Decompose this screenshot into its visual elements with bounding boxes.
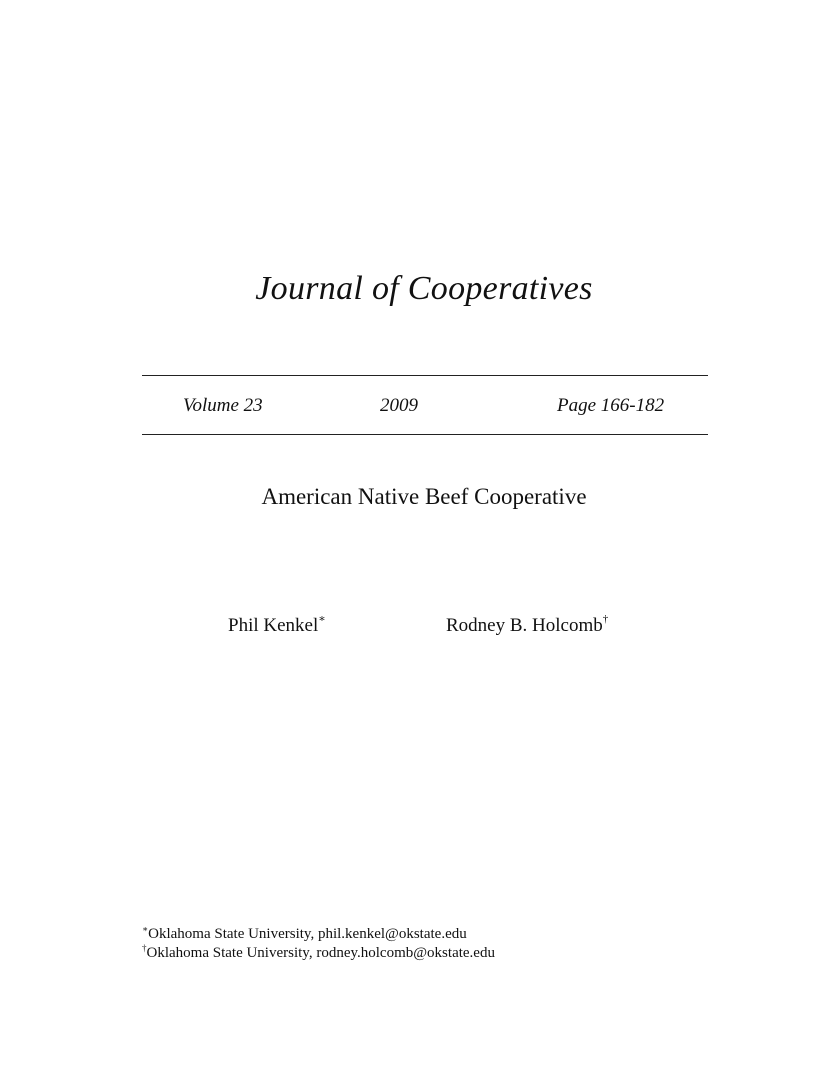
author-name: Phil Kenkel	[228, 615, 319, 636]
issue-info-row	[0, 395, 818, 421]
author-footnote-mark: †	[602, 613, 609, 625]
journal-title: Journal of Cooperatives	[255, 270, 593, 307]
issue-volume: Volume 23	[183, 395, 263, 416]
author-name: Rodney B. Holcomb	[446, 615, 603, 636]
author-footnote-mark: ∗	[318, 613, 326, 625]
footnotes	[142, 925, 495, 963]
author-rodney-holcomb	[446, 615, 608, 637]
issue-pages: Page 166-182	[557, 395, 665, 416]
footnote-mark: ∗	[142, 924, 149, 934]
footnote-1	[142, 925, 495, 944]
footnote-text: Oklahoma State University, rodney.holcomb@okstate.edu	[146, 945, 495, 961]
bottom-rule	[142, 434, 708, 435]
issue-year: 2009	[380, 395, 418, 416]
footnote-text: Oklahoma State University, phil.kenkel@okstate.edu	[148, 926, 467, 942]
article-title: American Native Beef Cooperative	[261, 484, 587, 509]
author-phil-kenkel	[228, 615, 326, 637]
footnote-2	[142, 944, 495, 963]
top-rule	[142, 375, 708, 376]
footnote-mark: †	[142, 943, 147, 953]
